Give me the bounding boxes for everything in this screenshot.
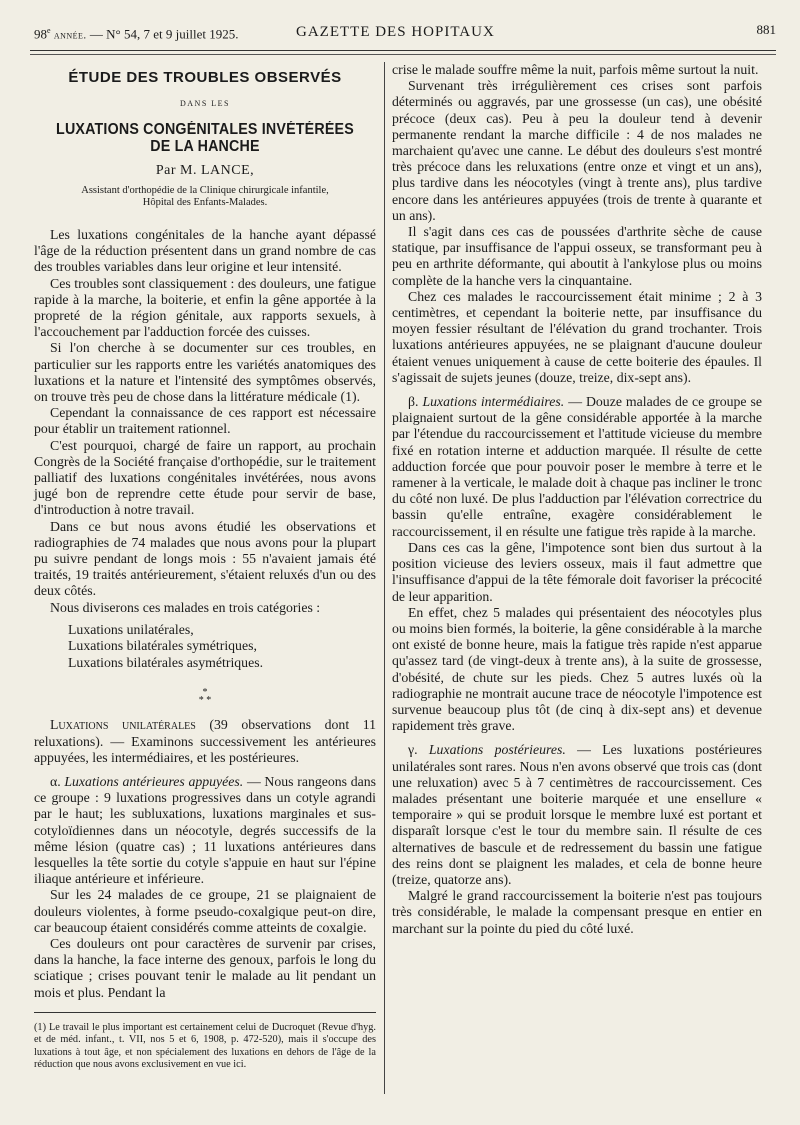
- paragraph: Malgré le grand raccourcissement la boiterie n'est pas toujours très considérable, le malade la compensant presque en entier en marchant sur la pointe du pied du côté luxé.: [392, 888, 762, 936]
- subsection-paragraph: β. Luxations intermédiaires. — Douze malades de ce groupe se plaignaient surtout de la gêne considérable apportée à la marche par l'étendue du raccourcissement et l'attitude vicieuse du membre fixé en rotation interne et adduction marquée. Il résulte de cette adduction forcée que pour pouvoir poser le membre à terre et le ramener à la verticale, le malade doit à chaque pas incliner le tronc du côté non luxé. De plus l'adduction par l'élévation correctrice du bassin qu'elle entraîne, exagère considérablement le raccourcissement, il en résulte une fatigue très rapide à la marche.: [392, 394, 762, 539]
- header-rule: [30, 50, 776, 51]
- paragraph: Si l'on cherche à se documenter sur ces troubles, en particulier sur les rapports entre les variétés anatomiques des luxations et la nature et l'intensité des symptômes observés, on trouve très peu de chose dans la littérature médicale (1).: [34, 340, 376, 405]
- subsection-heading: Luxations antérieures appuyées.: [64, 774, 244, 789]
- right-column: [392, 62, 762, 937]
- paragraph: Sur les 24 malades de ce groupe, 21 se plaignaient de douleurs violentes, à forme pseudo-coxalgique peut-on dire, car beaucoup étaient considérés comme atteints de coxalgie.: [34, 887, 376, 935]
- paragraph: Il s'agit dans ces cas de poussées d'arthrite sèche de cause statique, par insuffisance de l'appui osseux, se transformant peu à peu en arthrite déformante, qui aboutit à l'ankylose plus ou moins complète de la hanche vers la cinquantaine.: [392, 224, 762, 288]
- paragraph: Survenant très irrégulièrement ces crises sont parfois déterminés ou aggravés, par une grossesse (un cas), une obésité précoce (deux cas). Peu à peu la douleur tend à devenir permanente rendant la marche difficile : 4 de nos malades ne marchaient qu'avec une canne. Le début des douleurs s'est montré très précoce dans les reluxations (entre onze et vingt et un ans), plus tardive dans les néocotyles (vingt à trente ans), plus tardive encore dans les antérieures appuyées (trois de trente à quarante et un ans).: [392, 78, 762, 223]
- category-list: [68, 622, 376, 672]
- paragraph: crise le malade souffre même la nuit, parfois même surtout la nuit.: [392, 62, 759, 77]
- list-item: Luxations bilatérales asymétriques.: [68, 654, 264, 670]
- article-author: Par M. LANCE,: [155, 162, 255, 178]
- subsection-paragraph: α. Luxations antérieures appuyées. — Nous rangeons dans ce groupe : 9 luxations progressives dans un cotyle agrandi par le haut; les subluxations, luxations marginales et sus-cotyloïdiennes dans un néocotyle, degrés successifs de la même lésion (quatre cas) ; 11 luxations antérieures dans lesquelles la tête sortie du cotyle s'appuie en haut sur l'épine iliaque antérieure et inférieure.: [34, 774, 376, 887]
- section-separator: * * *: [198, 687, 212, 707]
- paragraph: Dans ces cas la gêne, l'impotence sont bien dus surtout à la position vicieuse des leviers osseux, mais il faut admettre que l'insuffisance d'appui de la tête fémorale doit favoriser la précocité de leur apparition.: [392, 539, 762, 604]
- paragraph: Ces douleurs ont pour caractères de survenir par crises, dans la hanche, la face interne des genoux, parfois le long du sciatique ; crises pouvant tenir le malade au lit pendant un mois et plus. Pendant la: [34, 936, 376, 1000]
- footnote-rule: [34, 1012, 376, 1013]
- page-number: 881: [756, 22, 776, 37]
- section-paragraph: Luxations unilatérales (39 observations dont 11 reluxations). — Examinons successivement les antérieures appuyées, les intermédiaires, et les postérieures.: [34, 717, 376, 765]
- section-heading: Luxations unilatérales: [50, 717, 196, 733]
- paragraph: Les luxations congénitales de la hanche ayant dépassé l'âge de la réduction présentent dans un grand nombre de cas des troubles variables dans leur origine et leur intensité.: [34, 227, 376, 275]
- subsection-paragraph: γ. Luxations postérieures. — Les luxations postérieures unilatérales sont rares. Nous n'en avons observé que trois cas (dont une reluxation) avec 5 à 7 centimètres de raccourcissement. Ces malades présentant une boiterie marquée et une ensellure « temporaire » qui se produit lorsque le membre luxé est portant et disparaît lorsque c'est le tour du membre sain. Il résulte de ces alternatives de bascule et de redressement du bassin une fatigue des reins dont se plaignent les malades, et cela de bonne heure (treize, quatorze ans).: [392, 742, 762, 887]
- paragraph: C'est pourquoi, chargé de faire un rapport, au prochain Congrès de la Société française d'orthopédie, sur le traitement palliatif des luxations congénitales invétérées, nous avons jugé bon de reprendre cette étude pour servir de base, d'introduction à notre travail.: [34, 437, 376, 518]
- column-divider: [384, 62, 385, 1094]
- article-title: ÉTUDE DES TROUBLES OBSERVÉS: [68, 69, 342, 86]
- left-column: [34, 62, 376, 1001]
- list-item: Luxations unilatérales,: [68, 621, 194, 637]
- header-rule-thin: [30, 54, 776, 55]
- footnote: (1) Le travail le plus important est certainement celui de Ducroquet (Revue d'hyg. et de méd. infant., t. VII, nos 5 et 6, 1908, p. 472-520), mais il s'occupe des luxations à tout âge, et non spécialement des luxations en dehors de l'âge de la réduction que nous avons exclusivement en vue ici.: [34, 1022, 376, 1070]
- subsection-heading: Luxations postérieures.: [428, 742, 566, 758]
- running-head: [34, 22, 776, 44]
- paragraph: Dans ce but nous avons étudié les observations et radiographies de 74 malades que nous avons pour la plupart pu suivre pendant de longs mois : 55 n'avaient jamais été traités, 19 traités antérieurement, s'étaient reluxés d'un ou des deux côtés.: [34, 518, 376, 599]
- journal-name: GAZETTE DES HOPITAUX: [296, 24, 495, 40]
- paragraph: Chez ces malades le raccourcissement était minime ; 2 à 3 centimètres, et cependant la boiterie nette, par insuffisance du moyen fessier résultant de l'élévation du grand trochanter. Trois luxations antérieures appuyées, ne se plaignant d'aucune douleur étaient venues uniquement à cause de cette boiterie des épaules. Il s'agissait de sujets jeunes (douze, treize, dix-sept ans).: [392, 288, 762, 385]
- issue-line: 98e année. — N° 54, 7 et 9 juillet 1925.: [34, 26, 239, 42]
- paragraph: Ces troubles sont classiquement : des douleurs, une fatigue rapide à la marche, la boiterie, et enfin la gêne apportée à la propreté de la région génitale, aux rapports sexuels, à l'accouchement par l'adduction forcée des cuisses.: [34, 275, 376, 340]
- paragraph: Nous diviserons ces malades en trois catégories :: [50, 599, 321, 615]
- article-title-connector: DANS LES: [179, 99, 230, 109]
- article-main-title: LUXATIONS CONGÉNITALES INVÉTÉRÉES DE LA HANCHE: [56, 121, 354, 155]
- author-affiliation: Assistant d'orthopédie de la Clinique chirurgicale infantile, Hôpital des Enfants-Malades.: [81, 185, 329, 209]
- paragraph: En effet, chez 5 malades qui présentaient des néocotyles plus ou moins bien formés, la boiterie, la gêne considérable à la marche ont existé de bonne heure, mais la fatigue très rapide n'est apparue qu'assez tard (de vingt-deux à trente ans), à la suite de grossesse, d'obésité, de chute sur les pieds. Chez 5 autres luxés où la radiographie ne montrait aucune trace de néocotyle l'impotence est survenue beaucoup plus tôt (de cinq à dix-sept ans) et devenue rapidement très grave.: [392, 604, 762, 734]
- subsection-heading: Luxations intermédiaires.: [422, 394, 565, 410]
- paragraph: Cependant la connaissance de ces rapport est nécessaire pour établir un traitement rationnel.: [34, 405, 376, 437]
- list-item: Luxations bilatérales symétriques,: [68, 638, 257, 654]
